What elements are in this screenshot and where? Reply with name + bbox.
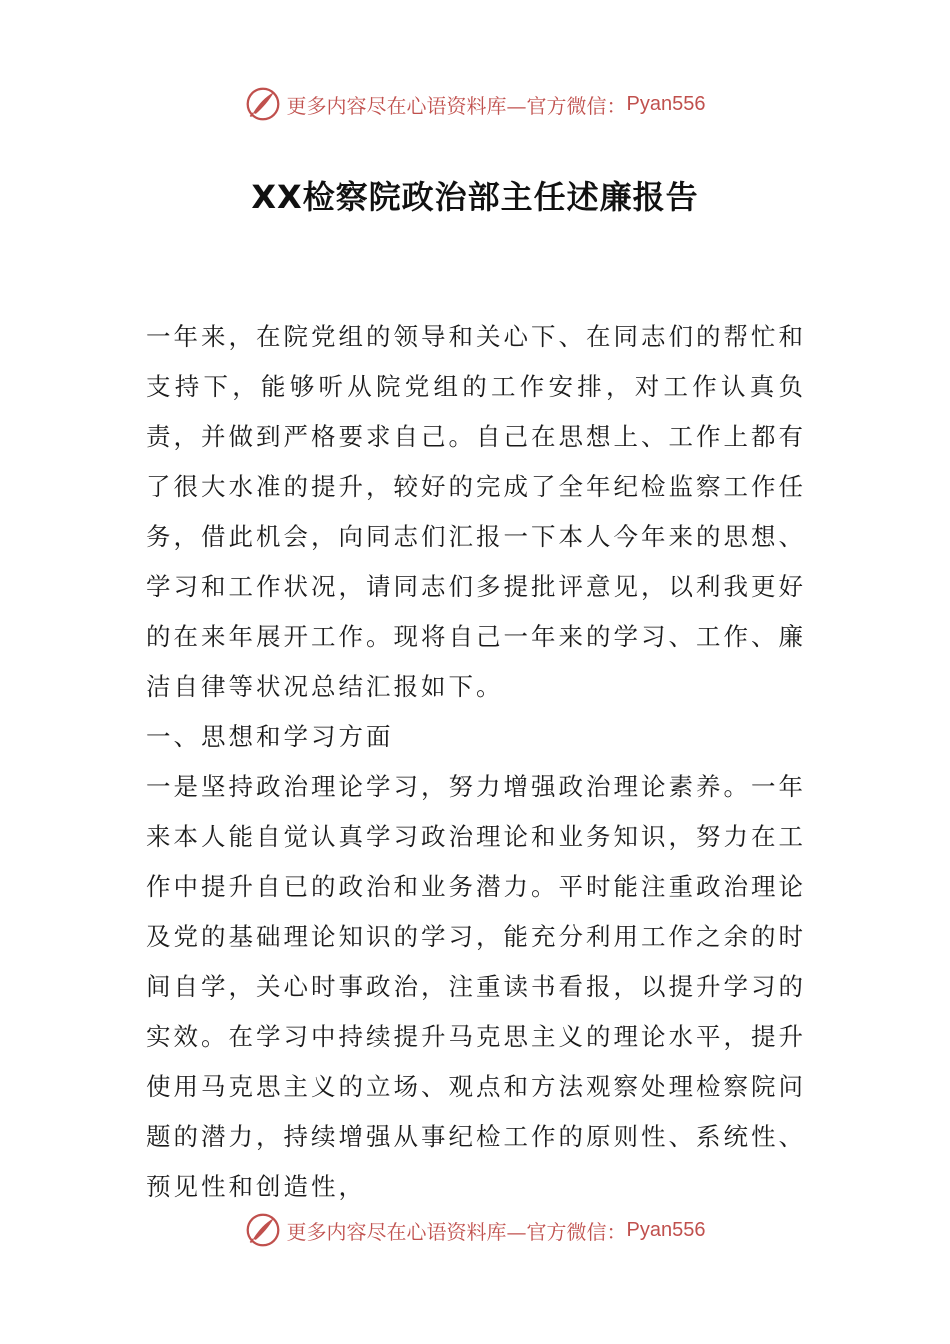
quill-logo-icon [245, 86, 281, 122]
watermark-text: 更多内容尽在心语资料库—官方微信： [286, 93, 627, 118]
footer-watermark [0, 1210, 950, 1250]
watermark-text: 更多内容尽在心语资料库—官方微信： [286, 1219, 627, 1244]
document-body [146, 312, 806, 1212]
header-watermark [0, 84, 950, 124]
document-title: XX检察院政治部主任述廉报告 [251, 178, 699, 216]
watermark-wechat-id: Pyan556 [626, 1218, 706, 1241]
watermark-wechat-id: Pyan556 [626, 92, 706, 115]
paragraph: 一年来，在院党组的领导和关心下、在同志们的帮忙和支持下，能够听从院党组的工作安排，对工作认真负责，并做到严格要求自己。自己在思想上、工作上都有了很大水准的提升，较好的完成了全年纪检监察工作任务，借此机会，向同志们汇报一下本人今年来的思想、学习和工作状况，请同志们多提批评意见，以利我更好的在来年展开工作。现将自己一年来的学习、工作、廉洁自律等状况总结汇报如下。 [146, 322, 806, 701]
quill-logo-icon [245, 1212, 281, 1248]
paragraph: 一是坚持政治理论学习，努力增强政治理论素养。一年来本人能自觉认真学习政治理论和业务知识，努力在工作中提升自已的政治和业务潜力。平时能注重政治理论及党的基础理论知识的学习，能充分利用工作之余的时间自学，关心时事政治，注重读书看报，以提升学习的实效。在学习中持续提升马克思主义的理论水平，提升使用马克思主义的立场、观点和方法观察处理检察院问题的潜力，持续增强从事纪检工作的原则性、系统性、预见性和创造性， [146, 772, 806, 1201]
section-heading: 一、思想和学习方面 [146, 722, 394, 751]
